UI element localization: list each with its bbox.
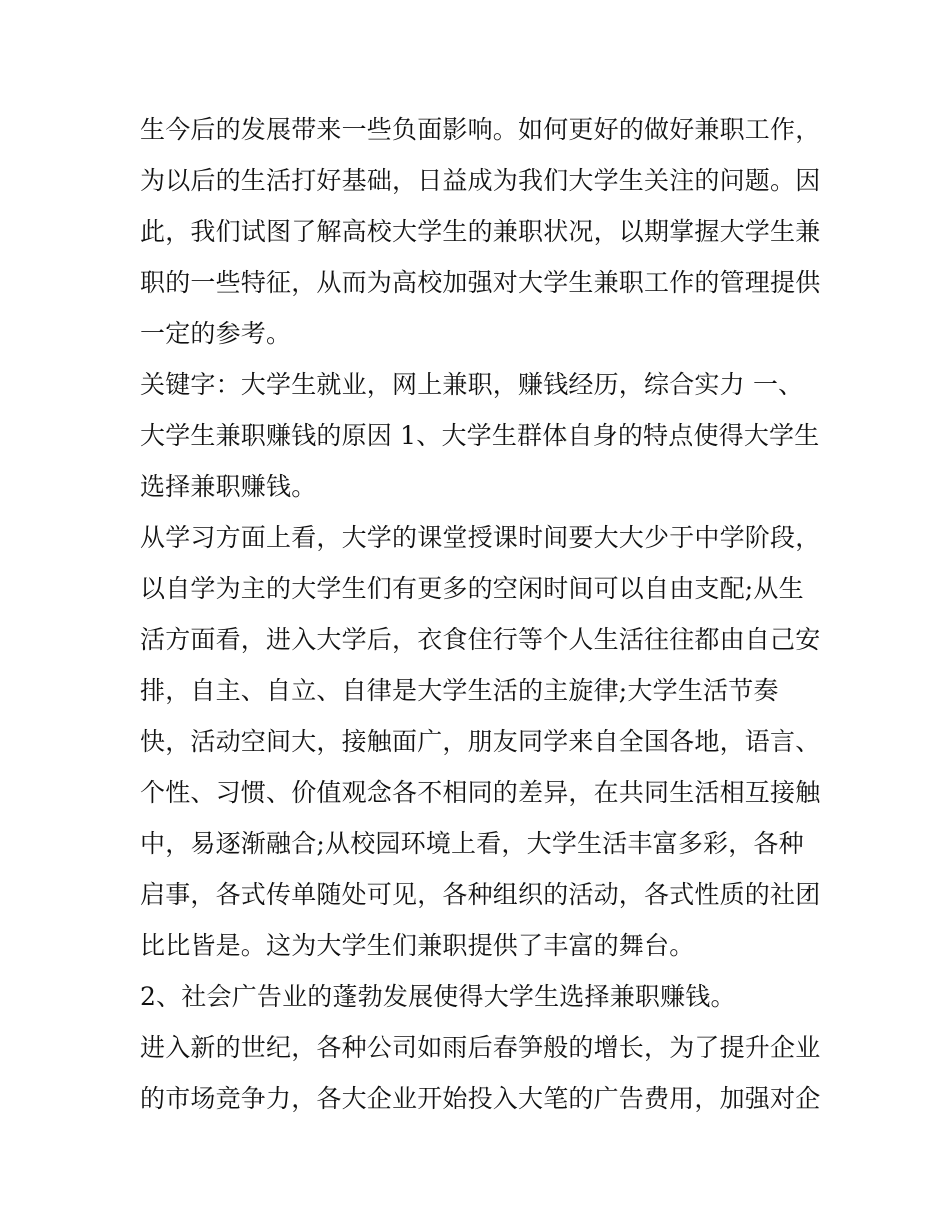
section-heading: 2、社会广告业的蓬勃发展使得大学生选择兼职赚钱。 [140,982,736,1011]
text-line: 比比皆是。这为大学生们兼职提供了丰富的舞台。 [140,931,695,960]
text-line: 为以后的生活打好基础，日益成为我们大学生关注的问题。因 [140,166,821,195]
keywords-line: 关键字：大学生就业，网上兼职，赚钱经历，综合实力 一、 [140,370,804,399]
text-line: 从学习方面上看，大学的课堂授课时间要大大少于中学阶段， [140,523,821,552]
body-text [140,104,830,1124]
text-line: 活方面看，进入大学后，衣食住行等个人生活往往都由自己安 [140,625,821,654]
text-line: 以自学为主的大学生们有更多的空闲时间可以自由支配;从生 [140,574,804,603]
text-line: 选择兼职赚钱。 [140,472,317,501]
text-line: 中，易逐渐融合;从校园环境上看，大学生活丰富多彩，各种 [140,829,804,858]
text-line: 此，我们试图了解高校大学生的兼职状况，以期掌握大学生兼 [140,217,821,246]
text-line: 排，自主、自立、自律是大学生活的主旋律;大学生活节奏 [140,676,779,705]
text-line: 快，活动空间大，接触面广，朋友同学来自全国各地，语言、 [140,727,821,756]
text-line: 个性、习惯、价值观念各不相同的差异，在共同生活相互接触 [140,778,821,807]
text-line: 一定的参考。 [140,319,292,348]
text-line: 的市场竞争力，各大企业开始投入大笔的广告费用，加强对企 [140,1084,821,1113]
text-line: 职的一些特征，从而为高校加强对大学生兼职工作的管理提供 [140,268,821,297]
text-line: 生今后的发展带来一些负面影响。如何更好的做好兼职工作， [140,115,821,144]
text-line: 大学生兼职赚钱的原因 1、大学生群体自身的特点使得大学生 [140,421,820,450]
text-line: 进入新的世纪，各种公司如雨后春笋般的增长，为了提升企业 [140,1033,821,1062]
text-line: 启事，各式传单随处可见，各种组织的活动，各式性质的社团 [140,880,821,909]
